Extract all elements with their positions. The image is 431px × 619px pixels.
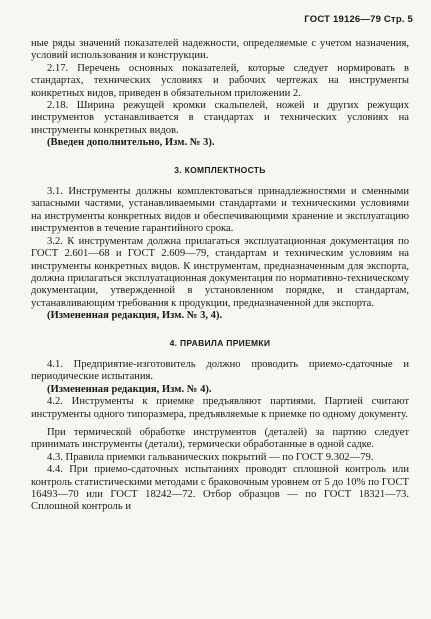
paragraph: 4.2. Инструменты к приемке предъявляют партиями. Партией считают инструменты одного типоразмера, предъявляемые к приемке по одному документу. (31, 396, 409, 420)
paragraph: 4.4. При приемо-сдаточных испытаниях проводят сплошной контроль или контроль статистическими методами с браковочным уровнем от 5 до 10% по ГОСТ 16493—70 или ГОСТ 18242—72. Отбор образцов — по ГОСТ 18321—73. Сплошной контроль и (31, 464, 409, 513)
paragraph: 2.18. Ширина режущей кромки скальпелей, ножей и других режущих инструментов устанавливается в стандартах и технических условиях на инструменты конкретных видов. (31, 100, 409, 136)
paragraph: 3.2. К инструментам должна прилагаться эксплуатационная документация по ГОСТ 2.601—68 и ГОСТ 2.609—79, стандартам и техническим условиям на инструменты конкретных видов. К инструментам, предназначенным для экспорта, должна прилагаться эксплуатационная документация по нормативно-техническому документации, утвержденной в установленном порядке, и стандартам, устанавливающим требования к продукции, предназначенной для экспорта. (31, 235, 409, 309)
section-heading: 3. КОМПЛЕКТНОСТЬ (174, 164, 266, 175)
amendment-note: (Введен дополнительно, Изм. № 3). (47, 137, 215, 149)
amendment-note: (Измененная редакция, Изм. № 4). (47, 383, 212, 395)
paragraph: 2.17. Перечень основных показателей, которые следует нормировать в стандартах, технических условиях и рабочих чертежах на инструменты конкретных видов, приведен в обязательном приложении 2. (31, 62, 409, 99)
amendment-note: (Измененная редакция, Изм. № 3, 4). (47, 310, 223, 322)
page-body (31, 38, 409, 514)
paragraph: ные ряды значений показателей надежности, определяемые с учетом назначения, условий использования и конструкции. (31, 38, 409, 62)
page-header: ГОСТ 19126—79 Стр. 5 (304, 14, 413, 25)
paragraph: 3.1. Инструменты должны комплектоваться принадлежностями и сменными запасными частями, устанавливаемыми стандартами и техническими условиями на инструменты конкретных видов и обеспечивающими хранение и эксплуатацию инструментов в течение гарантийного срока. (31, 186, 409, 235)
paragraph: 4.1. Предприятие-изготовитель должно проводить приемо-сдаточные и периодические испытания. (31, 358, 409, 383)
paragraph: При термической обработке инструментов (деталей) за партию следует принимать инструменты (детали), термически обработанные в одной садке. (31, 426, 409, 451)
section-heading: 4. ПРАВИЛА ПРИЕМКИ (169, 337, 271, 348)
paragraph: 4.3. Правила приемки гальванических покрытий — по ГОСТ 9.302—79. (47, 451, 374, 463)
